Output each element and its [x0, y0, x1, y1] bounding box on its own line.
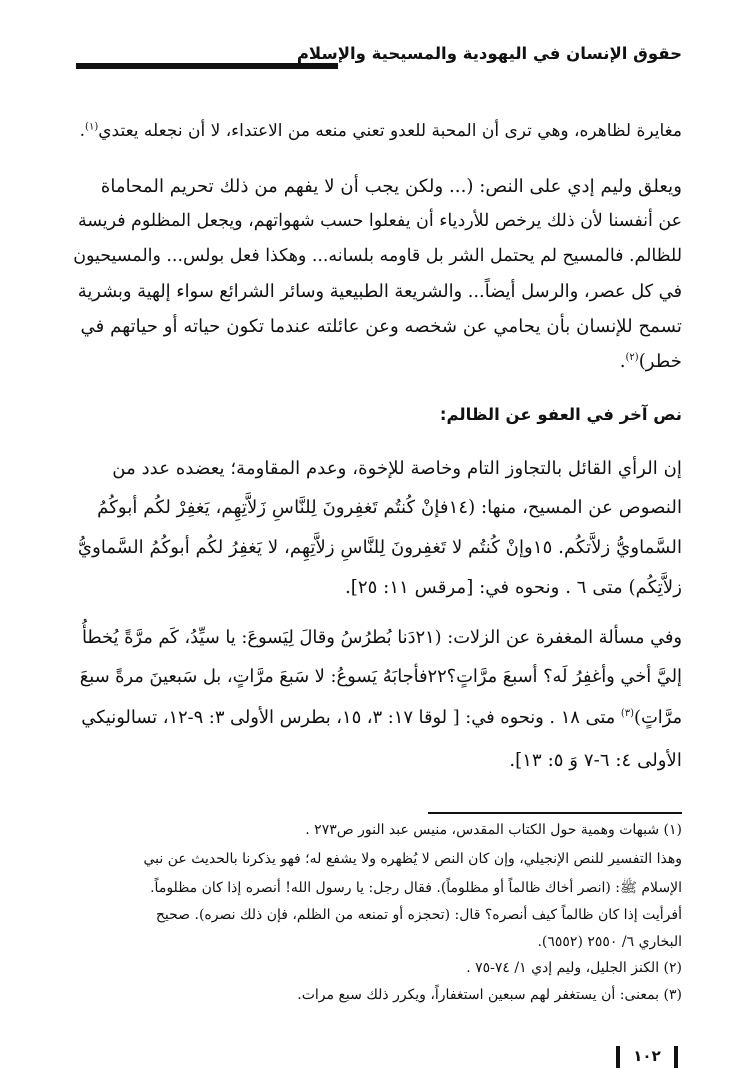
paragraph-2-line-6 [70, 351, 682, 372]
footnote-ref-1[interactable]: (١) [85, 121, 99, 133]
page-number-bar-left [616, 1046, 620, 1068]
page-number-bar-right [674, 1046, 678, 1068]
paragraph-2-line-4: في كل عصر، والرسل أيضاً... والشريعة الطبيعية وسائر الشرائع سواء إلهية وبشرية [77, 281, 682, 302]
header-title: حقوق الإنسان في اليهودية والمسيحية والإسلام [296, 44, 682, 63]
page-number-box [616, 1046, 680, 1068]
footnote-ref-2[interactable]: (٢) [625, 351, 639, 363]
paragraph-4-line-1: وفي مسألة المغفرة عن الزلات: (٢١دَنا بُطرُسُ وقالَ لِيَسوعَ: يا سيِّدُ، كَم مرَّةً يُخطأُ [82, 627, 682, 648]
paragraph-2-line-5: تسمح للإنسان بأن يحامي عن شخصه وعن عائلته عندما تكون حياته أو حياتهم في [80, 316, 682, 337]
header-rule [76, 63, 338, 69]
footnote-1-line-5: البخاري ٦/ ٢٥٥٠ (٦٥٥٢). [537, 934, 682, 950]
section-heading: نص آخر في العفو عن الظالم: [439, 405, 682, 424]
footnote-separator [428, 812, 682, 814]
paragraph-1-line-1 [70, 121, 682, 141]
footnote-3: (٣) بمعنى: أن يستغفر لهم سبعين استغفاراً، ويكرر ذلك سبع مرات. [297, 987, 682, 1003]
text-run: مرَّاتٍ) [634, 707, 682, 728]
footnote-1-line-3: الإسلام ﷺ: (انصر أخاك ظالماً أو مظلوماً). فقال رجل: يا رسول الله! أنصره إذا كان مظلوماً. [150, 880, 682, 896]
footnote-1-line-2: وهذا التفسير للنص الإنجيلي، وإن كان النص لا يُظهره ولا يشفع له؛ فهو يذكرنا بالحديث عن نبي [143, 851, 682, 867]
footnote-2: (٢) الكنز الجليل، وليم إدي ١/ ٧٤-٧٥ . [466, 960, 682, 976]
paragraph-2-line-2: عن أنفسنا لأن ذلك يرخص للأردياء أن يفعلوا حسب شهواتهم، ويجعل المظلوم فريسة [77, 211, 682, 231]
text-run: . [619, 351, 626, 372]
paragraph-3-line-4: زلاَّتِكُم) متى ٦ . ونحوه في: [مرقس ١١: ٢٥]. [344, 577, 682, 598]
text-run: . [79, 121, 86, 141]
text-run: مغايرة لظاهره، وهي ترى أن المحبة للعدو تعني منعه من الاعتداء، لا أن نجعله يعتدي [98, 121, 682, 141]
running-header [70, 44, 682, 78]
footnote-1-line-4: أفرأيت إذا كان ظالماً كيف أنصره؟ قال: (تحجزه أو تمنعه من الظلم، فإن ذلك نصره). صحيح [155, 907, 682, 923]
paragraph-3-line-2: النصوص عن المسيح، منها: (١٤فإنْ كُنتُم تَغفِرونَ لِلنَّاسِ زَلاَّتِهِم، يَغفِرْ لكُم أبوكُمُ [97, 497, 682, 518]
paragraph-4-line-3 [70, 707, 682, 728]
page-number: ١٠٢ [633, 1047, 661, 1065]
paragraph-2-line-3: للظالم. فالمسيح لم يحتمل الشر بل قاومه بلسانه... وهكذا فعل بولس... والمسيحيون [73, 246, 682, 266]
paragraph-3-line-1: إن الرأي القائل بالتجاوز التام وخاصة للإخوة، وعدم المقاومة؛ يعضده عدد من [112, 458, 682, 479]
footnote-ref-3[interactable]: (٣) [620, 708, 635, 720]
paragraph-4-line-4: الأولى ٤: ٦-٧ وَ ٥: ١٣]. [509, 750, 682, 771]
text-run: متى ١٨ . ونحوه في: [ لوقا ١٧: ٣، ١٥، بطرس الأولى ٣: ٩-١٢، تسالونيكي [81, 707, 621, 728]
paragraph-4-line-2: إليَّ أخي وأغفِرُ لَه؟ أسبعَ مرَّاتٍ؟٢٢فأجابَهُ يَسوعُ: لا سَبعَ مرَّاتٍ، بل سَبعينَ مرةً سبعَ [79, 666, 682, 687]
footnote-1: (١) شبهات وهمية حول الكتاب المقدس، منيس عبد النور ص٢٧٣ . [305, 822, 682, 838]
paragraph-2-line-1: ويعلق وليم إدي على النص: (... ولكن يجب أن لا يفهم من ذلك تحريم المحاماة [100, 176, 682, 197]
paragraph-3-line-3: السَّماويُّ زلاَّتكُم. ١٥وإنْ كُنتُم لا تَغفِرونَ لِلنَّاسِ زلاَّتِهِم، لا يَغفِرُ لكُم أبوكُمُ السَّماويُّ [77, 537, 682, 558]
text-run: خطر) [638, 351, 682, 372]
